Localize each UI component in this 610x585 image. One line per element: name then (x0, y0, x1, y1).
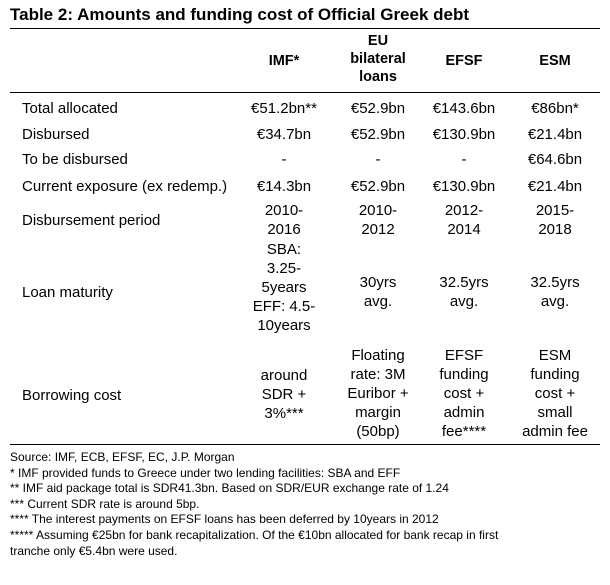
cell-line: EFSF (444, 347, 484, 364)
cell-current-exposure-efsf: €130.9bn (432, 178, 496, 195)
cell-disbursement-period-efsf (420, 201, 508, 239)
cell-line: cost + (534, 385, 576, 402)
row-label-disbursed: Disbursed (22, 126, 90, 143)
footnote-2: ** IMF aid package total is SDR41.3bn. Based on SDR/EUR exchange rate of 1.24 (10, 481, 449, 496)
cell-borrowing-cost-eu (338, 346, 418, 441)
cell-line: admin (443, 404, 485, 421)
cell-line: 2015- (535, 202, 575, 219)
cell-borrowing-cost-imf (232, 366, 336, 423)
cell-line: 2012- (444, 202, 484, 219)
cell-loan-maturity-esm (510, 273, 600, 311)
column-header-esm: ESM (539, 53, 571, 69)
cell-to-be-disbursed-esm: €64.6bn (527, 151, 583, 168)
cell-total-allocated-esm: €86bn* (531, 100, 579, 117)
cell-current-exposure-imf: €14.3bn (256, 178, 312, 195)
cell-line: fee**** (441, 423, 487, 440)
table-title: Table 2: Amounts and funding cost of Official Greek debt (10, 5, 470, 24)
cell-line: avg. (540, 293, 570, 310)
cell-disbursed-eu: €52.9bn (350, 126, 406, 143)
cell-loan-maturity-efsf (420, 273, 508, 311)
cell-line: 2010- (264, 202, 304, 219)
cell-line: 32.5yrs (439, 274, 489, 291)
cell-line: EFF: 4.5- (252, 298, 316, 315)
cell-line: 2010- (358, 202, 398, 219)
column-header-imf: IMF* (268, 53, 300, 69)
cell-line: rate: 3M (350, 366, 406, 383)
cell-loan-maturity-imf (232, 240, 336, 335)
cell-disbursed-esm: €21.4bn (527, 126, 583, 143)
cell-line: funding (530, 366, 580, 383)
cell-line: admin fee (522, 423, 588, 440)
cell-line: Euribor + (347, 385, 409, 402)
cell-line: around (260, 367, 308, 384)
cell-disbursed-efsf: €130.9bn (432, 126, 496, 143)
column-header-eu-line3: loans (359, 69, 397, 85)
cell-line: margin (355, 404, 401, 421)
column-header-eu-line1: EU (367, 33, 389, 49)
cell-borrowing-cost-efsf (420, 346, 508, 441)
cell-to-be-disbursed-imf: - (281, 151, 287, 168)
footer-divider (10, 444, 600, 445)
cell-disbursed-imf: €34.7bn (256, 126, 312, 143)
footnote-5: ***** Assuming €25bn for bank recapitalization. Of the €10bn allocated for bank recap in first (10, 527, 499, 542)
cell-line: ESM (538, 347, 572, 364)
header-divider (10, 92, 600, 93)
cell-line: 5years (261, 279, 307, 296)
cell-line: small (537, 404, 573, 421)
cell-line: 2014 (447, 221, 481, 238)
cell-to-be-disbursed-efsf: - (461, 151, 467, 168)
title-divider (10, 28, 600, 29)
column-header-eu-line2: bilateral (350, 51, 406, 67)
column-header-efsf: EFSF (445, 53, 483, 69)
cell-line: 30yrs (359, 274, 397, 291)
footnote-5-continued: tranche only €5.4bn were used. (10, 543, 178, 558)
row-label-to-be-disbursed: To be disbursed (22, 151, 128, 168)
cell-total-allocated-efsf: €143.6bn (432, 100, 496, 117)
cell-current-exposure-eu: €52.9bn (350, 178, 406, 195)
footnotes (10, 450, 600, 559)
row-label-borrowing-cost: Borrowing cost (22, 387, 122, 404)
footnote-source: Source: IMF, ECB, EFSF, EC, J.P. Morgan (10, 450, 235, 464)
column-header-eu-bilateral (338, 32, 418, 86)
cell-line: 3%*** (264, 405, 304, 422)
row-label-disbursement-period: Disbursement period (22, 212, 161, 229)
cell-total-allocated-imf: €51.2bn** (251, 100, 317, 117)
cell-line: SBA: (266, 241, 302, 258)
cell-total-allocated-eu: €52.9bn (350, 100, 406, 117)
cell-line: funding (439, 366, 489, 383)
footnote-4: **** The interest payments on EFSF loans has been deferred by 10years in 2012 (10, 512, 439, 527)
cell-line: 10years (257, 317, 311, 334)
cell-line: avg. (363, 293, 393, 310)
cell-current-exposure-esm: €21.4bn (527, 178, 583, 195)
row-label-total-allocated: Total allocated (22, 100, 118, 117)
cell-line: (50bp) (356, 423, 400, 440)
cell-line: avg. (449, 293, 479, 310)
footnote-1: * IMF provided funds to Greece under two lending facilities: SBA and EFF (10, 465, 401, 480)
footnote-3: *** Current SDR rate is around 5bp. (10, 496, 200, 511)
cell-disbursement-period-esm (510, 201, 600, 239)
cell-borrowing-cost-esm (510, 346, 600, 441)
cell-line: 3.25- (266, 260, 302, 277)
cell-line: 2012 (361, 221, 395, 238)
cell-line: Floating (351, 347, 405, 364)
cell-disbursement-period-eu (338, 201, 418, 239)
cell-line: SDR + (261, 386, 307, 403)
row-label-loan-maturity: Loan maturity (22, 284, 113, 301)
cell-to-be-disbursed-eu: - (375, 151, 381, 168)
cell-line: 32.5yrs (530, 274, 580, 291)
cell-line: 2016 (267, 221, 301, 238)
row-label-current-exposure: Current exposure (ex redemp.) (22, 178, 228, 195)
cell-disbursement-period-imf (232, 201, 336, 239)
cell-loan-maturity-eu (338, 273, 418, 311)
cell-line: cost + (443, 385, 485, 402)
cell-line: 2018 (538, 221, 572, 238)
